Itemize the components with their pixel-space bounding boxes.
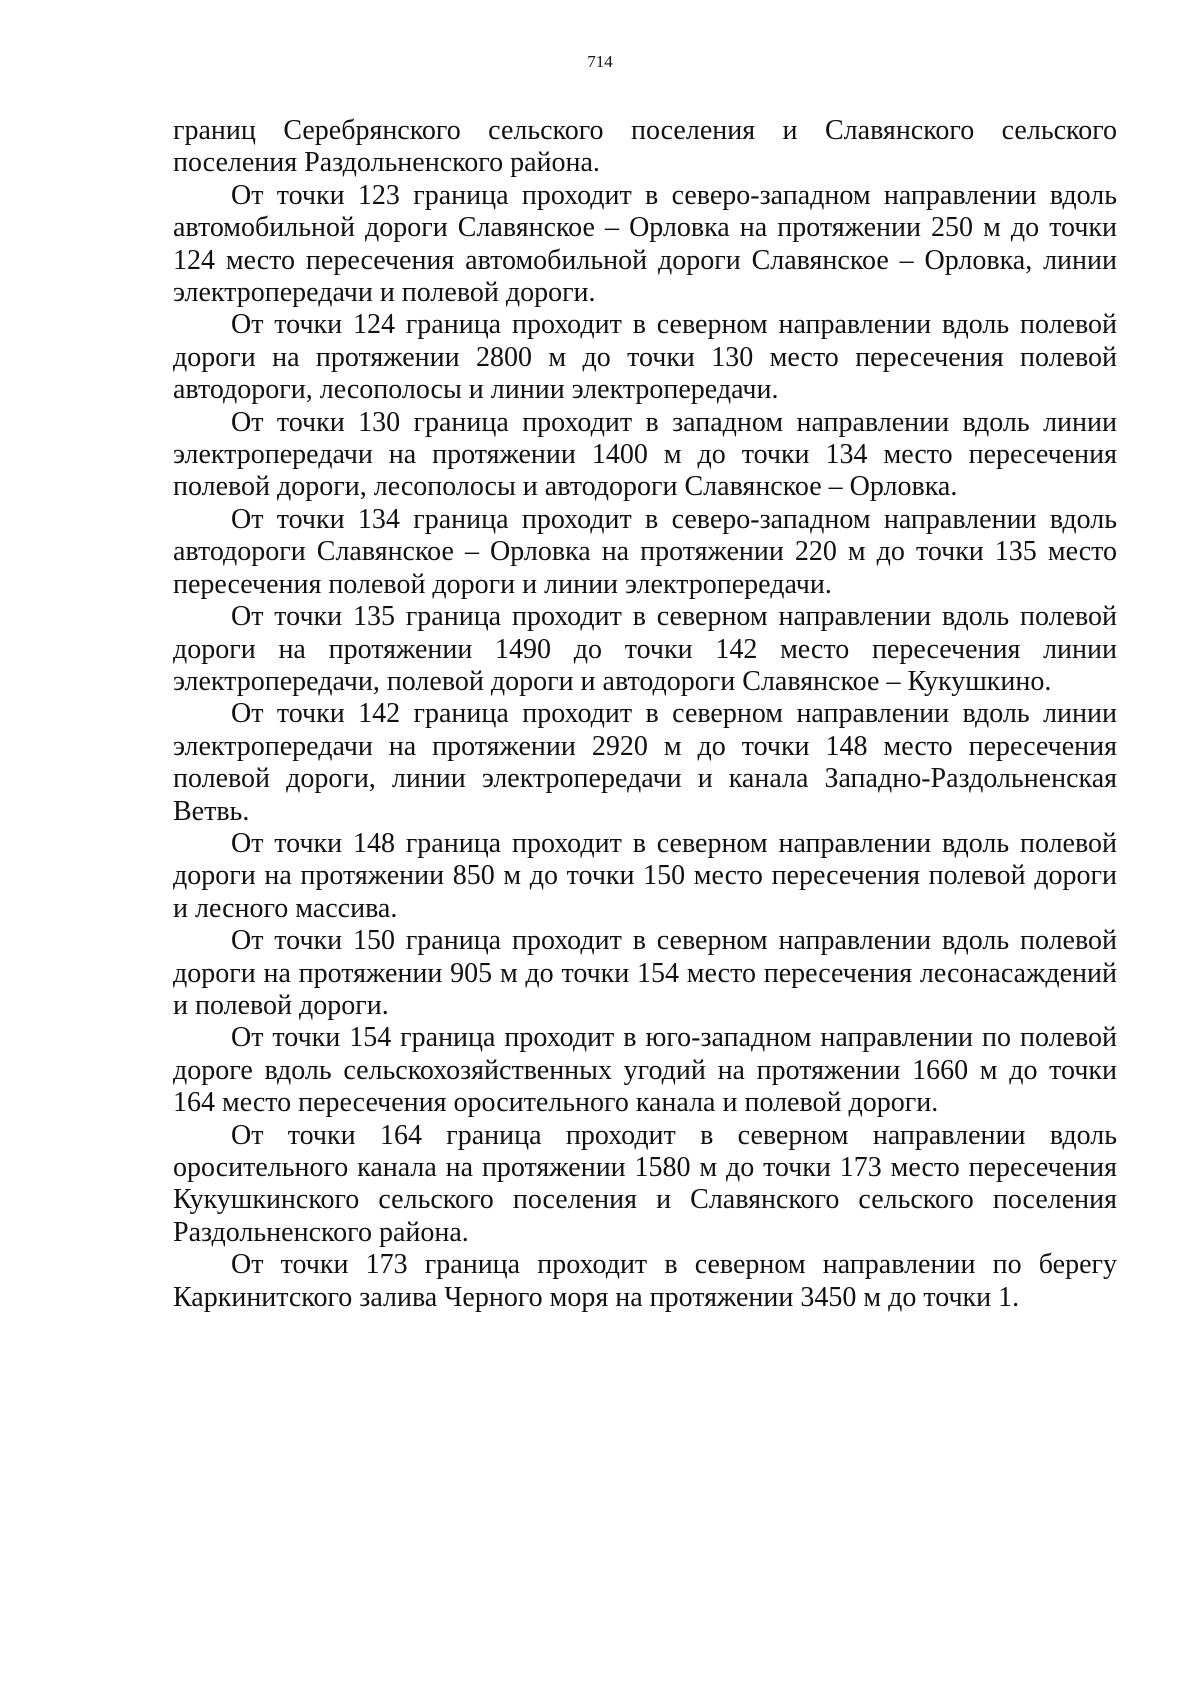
paragraph: От точки 150 граница проходит в северном направлении вдоль полевой дороги на протяжении 905 м до точки 154 место пересечения лесонасаждений и полевой дороги. — [173, 925, 1117, 1021]
paragraph-continuation: границ Серебрянского сельского поселения и Славянского сельского поселения Раздольненского района. — [173, 115, 1117, 179]
paragraph: От точки 164 граница проходит в северном направлении вдоль оросительного канала на протяжении 1580 м до точки 173 место пересечения Кукушкинского сельского поселения и Славянского сельского поселения Раздольненского района. — [173, 1119, 1117, 1248]
paragraph: От точки 134 граница проходит в северо-западном направлении вдоль автодороги Славянское – Орловка на протяжении 220 м до точки 135 место пересечения полевой дороги и линии электропередачи. — [173, 503, 1117, 600]
paragraph: От точки 148 граница проходит в северном направлении вдоль полевой дороги на протяжении 850 м до точки 150 место пересечения полевой дороги и лесного массива. — [173, 827, 1117, 924]
page-number: 714 — [587, 52, 613, 71]
paragraph: От точки 135 граница проходит в северном направлении вдоль полевой дороги на протяжении 1490 до точки 142 место пересечения линии электропередачи, полевой дороги и автодороги Славянское – Кукушкино. — [173, 601, 1117, 697]
paragraph: От точки 124 граница проходит в северном направлении вдоль полевой дороги на протяжении 2800 м до точки 130 место пересечения полевой автодороги, лесополосы и линии электропередачи. — [173, 309, 1117, 406]
paragraph: От точки 154 граница проходит в юго-западном направлении по полевой дороге вдоль сельскохозяйственных угодий на протяжении 1660 м до точки 164 место пересечения оросительного канала и полевой дороги. — [173, 1022, 1117, 1119]
paragraph: От точки 123 граница проходит в северо-западном направлении вдоль автомобильной дороги Славянское – Орловка на протяжении 250 м до точки 124 место пересечения автомобильной дороги Славянское – Орловка, линии электропередачи и полевой дороги. — [173, 179, 1117, 309]
paragraph: От точки 130 граница проходит в западном направлении вдоль линии электропередачи на протяжении 1400 м до точки 134 место пересечения полевой дороги, лесополосы и автодороги Славянское – Орловка. — [173, 406, 1117, 503]
paragraph: От точки 173 граница проходит в северном направлении по берегу Каркинитского залива Черного моря на протяжении 3450 м до точки 1. — [173, 1249, 1117, 1313]
paragraph: От точки 142 граница проходит в северном направлении вдоль линии электропередачи на протяжении 2920 м до точки 148 место пересечения полевой дороги, линии электропередачи и канала Западно-Раздольненская Ветвь. — [173, 698, 1117, 827]
document-body — [173, 115, 1117, 1314]
